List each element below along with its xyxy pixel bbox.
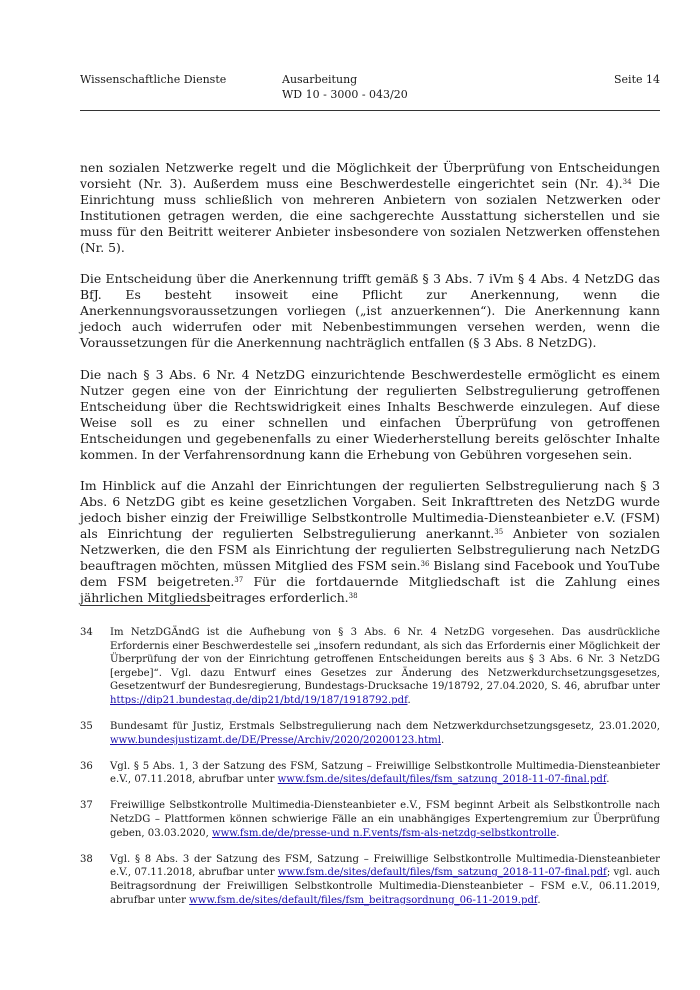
- footnote-text-mid: ; vgl. auch Beitragsordnung der Freiwilligen Selbstkontrolle Multimedia-Diensteanbieter – FSM e.V., 06.11.2019, abrufbar unter: [110, 867, 660, 906]
- footnote-ref-36[interactable]: 36: [420, 559, 430, 568]
- footnote-link[interactable]: www.fsm.de/sites/default/files/fsm_satzung_2018-11-07-final.pdf: [277, 867, 607, 879]
- footnote-text: Vgl. § 5 Abs. 1, 3 der Satzung des FSM, Satzung – Freiwillige Selbstkontrolle Multimedia-Diensteanbieter e.V., 07.11.2018, abrufbar unter: [110, 760, 660, 786]
- footnote-ref-35[interactable]: 35: [494, 528, 504, 537]
- footnote-34: [80, 626, 660, 708]
- footnote-38: [80, 853, 660, 907]
- header-divider: [80, 110, 660, 111]
- footnote-36: [80, 760, 660, 787]
- footnote-link[interactable]: www.bundesjustizamt.de/DE/Presse/Archiv/2020/20200123.html: [110, 734, 441, 746]
- footnote-text: Im NetzDGÄndG ist die Aufhebung von § 3 Abs. 6 Nr. 4 NetzDG vorgesehen. Das ausdrückliche Erfordernis einer Beschwerdestelle sei „insofern redundant, als sich das Erfordernis einer Möglichkeit der Überprüfung der von der Einrichtung getroffenen Entscheidungen bereits aus § 3 Abs. 6 Nr. 3 NetzDG [ergebe]“. Vgl. dazu Entwurf eines Gesetzes zur Änderung des Netzwerkdurchsetzungsgesetzes, Gesetzentwurf der Bundesregierung, Bundestags-Drucksache 19/18792, 27.04.2020, S. 46, abrufbar unter: [110, 627, 660, 693]
- paragraph-4-text-c: Bislang sind Facebook und YouTube dem FSM beigetreten.: [80, 557, 660, 589]
- footnote-35: [80, 720, 660, 747]
- footnote-text: Freiwillige Selbstkontrolle Multimedia-Diensteanbieter e.V., FSM beginnt Arbeit als Selbstkontrolle nach NetzDG – Plattformen können schwierige Fälle an ein unabhängiges Expertengremium zur Überprüfung geben, 03.03.2020,: [110, 800, 660, 839]
- footnote-link[interactable]: https://dip21.bundestag.de/dip21/btd/19/187/1918792.pdf: [110, 694, 408, 706]
- footnote-number: 37: [80, 800, 93, 812]
- paragraph-1-text-a: nen sozialen Netzwerke regelt und die Möglichkeit der Überprüfung von Entscheidungen vorsieht (Nr. 3). Außerdem muss eine Beschwerdestelle eingerichtet sein (Nr. 4).: [80, 160, 660, 191]
- paragraph-1: [80, 160, 660, 255]
- header-page-number: Seite 14: [614, 73, 660, 86]
- header-doc-type: Ausarbeitung: [282, 73, 358, 86]
- footnote-number: 36: [80, 760, 93, 772]
- footnote-link-2[interactable]: www.fsm.de/sites/default/files/fsm_beitragsordnung_06-11-2019.pdf: [189, 894, 538, 906]
- paragraph-4-text-a: Im Hinblick auf die Anzahl der Einrichtungen der regulierten Selbstregulierung nach § 3 Abs. 6 NetzDG gibt es keine gesetzlichen Vorgaben. Seit Inkrafttreten des NetzDG wurde jedoch bisher einzig der Freiwillige Selbstkontrolle Multimedia-Diensteanbieter e.V. (FSM) als Einrichtung der regulierten Selbstregulierung anerkannt.: [80, 478, 660, 542]
- paragraph-4-text-d: Für die fortdauernde Mitgliedschaft ist die Zahlung eines jährlichen Mitgliedsbeitrages erforderlich.: [80, 573, 661, 605]
- footnote-number: 35: [80, 721, 93, 733]
- footnote-ref-38[interactable]: 38: [348, 591, 358, 600]
- header-document-info: [282, 72, 408, 102]
- header-department: Wissenschaftliche Dienste: [80, 73, 227, 86]
- footnote-link[interactable]: www.fsm.de/sites/default/files/fsm_satzung_2018-11-07-final.pdf: [277, 774, 607, 786]
- paragraph-2: Die Entscheidung über die Anerkennung trifft gemäß § 3 Abs. 7 iVm § 4 Abs. 4 NetzDG das BfJ. Es besteht insoweit eine Pflicht zur Anerkennung, wenn die Anerkennungsvoraussetzungen vorliegen („ist anzuerkennen“). Die Anerkennung kann jedoch auch widerrufen oder mit Nebenbestimmungen versehen werden, wenn die Voraussetzungen für die Anerkennung nachträglich entfallen (§ 3 Abs. 8 NetzDG).: [80, 271, 660, 351]
- footnote-ref-37[interactable]: 37: [234, 575, 244, 584]
- paragraph-1-text-b: Die Einrichtung muss schließlich von mehreren Anbietern von sozialen Netzwerken oder Institutionen getragen werden, die eine sachgerechte Ausstattung sicherstellen und sie muss für den Beitritt weiterer Anbieter insbesondere von sozialen Netzwerken offenstehen (Nr. 5).: [80, 175, 660, 255]
- paragraph-4: [80, 478, 660, 605]
- main-text: [80, 160, 660, 622]
- footnote-tail: .: [556, 827, 560, 839]
- header-doc-number: WD 10 - 3000 - 043/20: [282, 88, 408, 101]
- footnote-divider: [80, 605, 210, 606]
- footnote-link[interactable]: www.fsm.de/de/presse-und n.F.vents/fsm-als-netzdg-selbstkontrolle: [212, 827, 557, 839]
- paragraph-3: Die nach § 3 Abs. 6 Nr. 4 NetzDG einzurichtende Beschwerdestelle ermöglicht es einem Nutzer gegen eine von der Einrichtung der regulierten Selbstregulierung getroffenen Entscheidung über die Rechtswidrigkeit eines Inhalts Beschwerde einzulegen. Auf diese Weise soll es zu einer schnellen und einfachen Überprüfung von getroffenen Entscheidungen und gegebenenfalls zu einer Wiederherstellung bereits gelöschter Inhalte kommen. In der Verfahrensordnung kann die Erhebung von Gebühren vorgesehen sein.: [80, 366, 660, 462]
- footnote-tail: .: [606, 774, 610, 786]
- paragraph-4-text-b: Anbieter von sozialen Netzwerken, die den FSM als Einrichtung der regulierten Selbstregulierung nach NetzDG beauftragen möchten, müssen Mitglied des FSM sein.: [80, 526, 660, 573]
- footnote-text: Bundesamt für Justiz, Erstmals Selbstregulierung nach dem Netzwerkdurchsetzungsgesetz, 23.01.2020,: [110, 721, 660, 733]
- footnote-text: Vgl. § 8 Abs. 3 der Satzung des FSM, Satzung – Freiwillige Selbstkontrolle Multimedia-Diensteanbieter e.V., 07.11.2018, abrufbar unter: [110, 853, 660, 879]
- footnote-tail: .: [407, 694, 411, 706]
- footnote-37: [80, 799, 660, 840]
- footnotes: [80, 626, 660, 920]
- footnote-tail: .: [537, 894, 541, 906]
- footnote-tail: .: [440, 734, 445, 746]
- footnote-ref-34[interactable]: 34: [622, 177, 632, 186]
- footnote-number: 38: [80, 853, 93, 865]
- footnote-number: 34: [80, 627, 93, 638]
